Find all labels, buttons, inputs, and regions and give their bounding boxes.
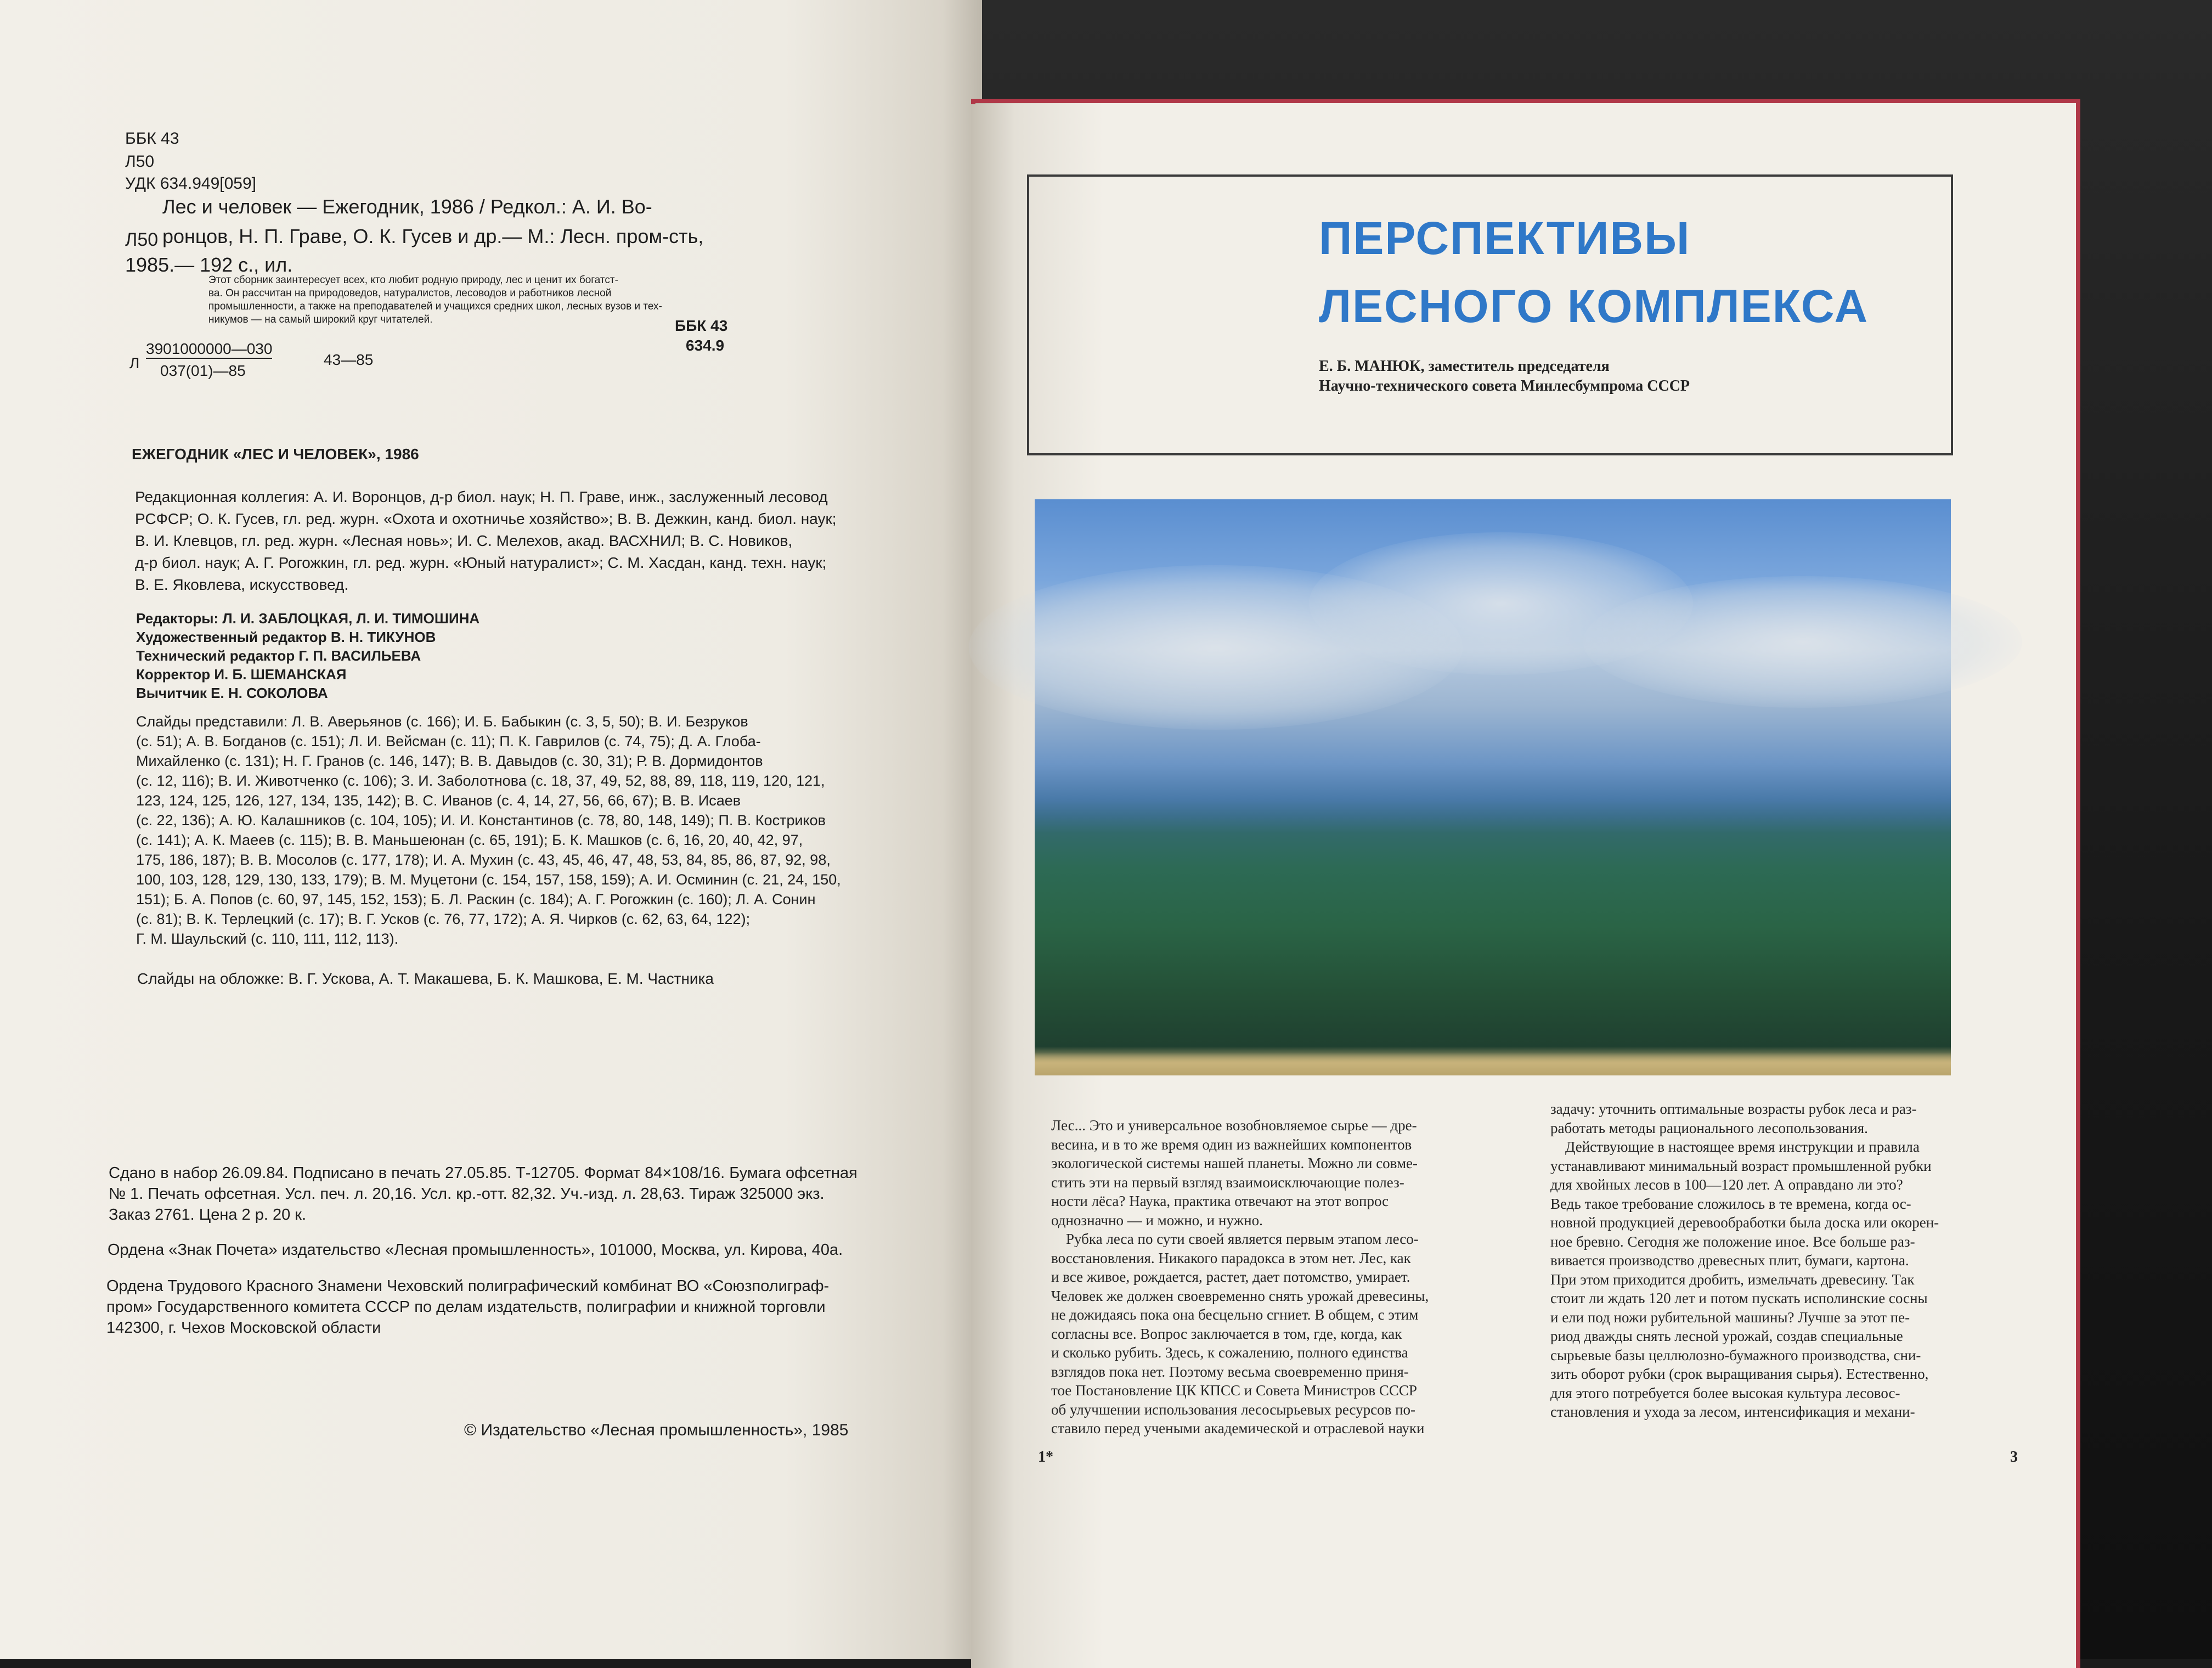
text-line: и сколько рубить. Здесь, к сожалению, полного единства xyxy=(1051,1344,1408,1361)
slides-line-6: (с. 22, 136); А. Ю. Калашников (с. 104, 105); И. И. Константинов (с. 78, 80, 148, 149); П. В. Костриков xyxy=(136,812,826,829)
editors-line-5: Вычитчик Е. Н. СОКОЛОВА xyxy=(136,685,328,701)
text-line: зить оборот рубки (срок выращивания сырья). Естественно, xyxy=(1550,1366,1929,1382)
text-line: для хвойных лесов в 100—120 лет. А оправдано ли это? xyxy=(1550,1176,1903,1193)
article-column-right xyxy=(1550,1100,1939,1422)
author-line-1: Е. Б. МАНЮК, заместитель председателя xyxy=(1319,358,1610,375)
text-line: тое Постановление ЦК КПСС и Совета Министров СССР xyxy=(1051,1382,1417,1399)
slides-line-10: 151); Б. А. Попов (с. 60, 97, 145, 152, 153); Б. Л. Раскин (с. 184); А. Г. Рогожкин (с. 160); Л. А. Сонин xyxy=(136,891,816,908)
code-numerator: 3901000000—030 xyxy=(146,340,272,359)
slides-line-9: 100, 103, 128, 129, 130, 133, 179); В. М. Муцетони (с. 154, 157, 158, 159); А. И. Осминин (с. 21, 24, 150, xyxy=(136,871,841,888)
code-denominator: 037(01)—85 xyxy=(160,362,246,379)
udk-code: УДК 634.949[059] xyxy=(125,174,257,193)
text-line: работать методы рационального лесопользования. xyxy=(1550,1119,1868,1136)
text-line: восстановления. Никакого парадокса в этом нет. Лес, как xyxy=(1051,1249,1411,1266)
annotation-line-3: промышленности, а также на преподавателей и учащихся средних школ, лесных вузов и тех- xyxy=(208,301,662,312)
editors-line-2: Художественный редактор В. Н. ТИКУНОВ xyxy=(136,629,436,645)
yearbook-line: ЕЖЕГОДНИК «ЛЕС И ЧЕЛОВЕК», 1986 xyxy=(132,446,419,463)
text-line: не дожидаясь пока она бесцельно сгниет. В общем, с этим xyxy=(1051,1306,1419,1323)
print-line-3: Заказ 2761. Цена 2 р. 20 к. xyxy=(109,1206,307,1224)
text-line: задачу: уточнить оптимальные возрасты рубок леса и раз- xyxy=(1550,1101,1917,1117)
cloud-shape xyxy=(1583,576,2022,708)
text-line: согласны все. Вопрос заключается в том, где, когда, как xyxy=(1051,1325,1402,1342)
slides-line-3: Михайленко (с. 131); Н. Г. Гранов (с. 146, 147); В. В. Давыдов (с. 30, 31); Р. В. Дормидонтов xyxy=(136,753,763,769)
forest-landscape-photo xyxy=(1035,499,1951,1075)
text-line: и ели под ножи рубительной машины? Лучше за этот пе- xyxy=(1550,1309,1910,1326)
text-line: об улучшении использования лесосырьевых ресурсов по- xyxy=(1051,1401,1416,1418)
signature-mark: 1* xyxy=(1038,1449,1053,1466)
text-line: стить эти на первый взгляд взаимоисключающие полез- xyxy=(1051,1174,1404,1191)
text-line: Человек же должен своевременно снять урожай древесины, xyxy=(1051,1287,1429,1304)
article-column-left xyxy=(1051,1116,1429,1438)
text-line: Рубка леса по сути своей является первым этапом лесо- xyxy=(1051,1231,1419,1247)
editors-line-4: Корректор И. Б. ШЕМАНСКАЯ xyxy=(136,666,347,683)
slides-line-5: 123, 124, 125, 126, 127, 134, 135, 142); В. С. Иванов (с. 4, 14, 27, 56, 66, 67); В. В. Исаев xyxy=(136,792,741,809)
text-line: ности лёса? Наука, практика отвечают на этот вопрос xyxy=(1051,1193,1389,1209)
text-line: Лес... Это и универсальное возобновляемое сырье — дре- xyxy=(1051,1117,1417,1134)
text-line: сырьевые базы целлюлозно-бумажного производства, сни- xyxy=(1550,1346,1921,1363)
slides-line-11: (с. 81); В. К. Терлецкий (с. 17); В. Г. Усков (с. 76, 77, 172); А. Я. Чирков (с. 62, 63, 64, 122); xyxy=(136,911,751,927)
bbk-right-1: ББК 43 xyxy=(675,317,728,334)
biblio-line-1: Лес и человек — Ежегодник, 1986 / Редкол.: А. И. Во- xyxy=(162,195,652,218)
article-title-line-1: ПЕРСПЕКТИВЫ xyxy=(1319,212,1691,264)
board-line-2: РСФСР; О. К. Гусев, гл. ред. журн. «Охота и охотничье хозяйство»; В. В. Дежкин, канд. биол. наук; xyxy=(135,510,837,527)
board-line-4: д-р биол. наук; А. Г. Рогожкин, гл. ред. журн. «Юный натуралист»; С. М. Хасдан, канд. техн. наук; xyxy=(135,554,827,571)
editors-line-3: Технический редактор Г. П. ВАСИЛЬЕВА xyxy=(136,647,421,664)
printer-line-3: 142300, г. Чехов Московской области xyxy=(106,1319,381,1337)
biblio-line-2: ронцов, Н. П. Граве, О. К. Гусев и др.— М.: Лесн. пром-сть, xyxy=(162,225,704,247)
code-prefix: Л xyxy=(129,354,140,371)
text-line: вивается производство древесных плит, бумаги, картона. xyxy=(1550,1252,1909,1269)
copyright-line: © Издательство «Лесная промышленность», 1985 xyxy=(464,1421,849,1439)
text-line: однозначно — и можно, и нужно. xyxy=(1051,1211,1263,1229)
text-line: экологической системы нашей планеты. Можно ли совме- xyxy=(1051,1155,1418,1171)
cover-slides-line: Слайды на обложке: В. Г. Ускова, А. Т. Макашева, Б. К. Машкова, Е. М. Частника xyxy=(137,970,714,987)
annotation-line-2: ва. Он рассчитан на природоведов, натуралистов, лесоводов и работников лесной xyxy=(208,288,612,299)
print-line-2: № 1. Печать офсетная. Усл. печ. л. 20,16. Усл. кр.-отт. 82,32. Уч.-изд. л. 28,63. Тираж 325000 экз. xyxy=(109,1185,825,1203)
text-line: ное бревно. Сегодня же положение иное. Все больше раз- xyxy=(1550,1233,1915,1250)
page-number: 3 xyxy=(2010,1449,2018,1466)
editors-line-1: Редакторы: Л. И. ЗАБЛОЦКАЯ, Л. И. ТИМОШИНА xyxy=(136,610,480,627)
l50-code: Л50 xyxy=(125,153,155,171)
slides-line-1: Слайды представили: Л. В. Аверьянов (с. 166); И. Б. Бабыкин (с. 3, 5, 50); В. И. Безруков xyxy=(136,713,748,730)
annotation-line-1: Этот сборник заинтересует всех, кто любит родную природу, лес и ценит их богатст- xyxy=(208,274,618,286)
text-line: и все живое, рождается, растет, дает потомство, умирает. xyxy=(1051,1269,1410,1285)
board-line-5: В. Е. Яковлева, искусствовед. xyxy=(135,576,349,593)
bbk-right-2: 634.9 xyxy=(686,337,725,354)
text-line: новной продукцией деревообработки была доска или окорен- xyxy=(1550,1214,1939,1231)
text-line: При этом приходится дробить, измельчать древесину. Так xyxy=(1550,1271,1915,1288)
print-line-1: Сдано в набор 26.09.84. Подписано в печать 27.05.85. Т-12705. Формат 84×108/16. Бумага офсетная xyxy=(109,1164,857,1182)
text-line: Ведь такое требование сложилось в те времена, когда ос- xyxy=(1550,1195,1911,1212)
printer-line-1: Ордена Трудового Красного Знамени Чеховский полиграфический комбинат ВО «Союзполиграф- xyxy=(106,1277,830,1295)
board-line-1: Редакционная коллегия: А. И. Воронцов, д-р биол. наук; Н. П. Граве, инж., заслуженный лесовод xyxy=(135,488,828,505)
code-suffix: 43—85 xyxy=(324,351,374,368)
text-line: стоит ли ждать 120 лет и потом пускать исполинские сосны xyxy=(1550,1290,1928,1306)
slides-line-2: (с. 51); А. В. Богданов (с. 151); Л. И. Вейсман (с. 11); П. К. Гаврилов (с. 74, 75); Д. А. Глоба- xyxy=(136,733,761,750)
biblio-line-3: 1985.— 192 с., ил. xyxy=(125,253,293,276)
text-line: взглядов пока нет. Поэтому весьма своевременно приня- xyxy=(1051,1363,1409,1380)
biblio-l50: Л50 xyxy=(125,229,159,250)
text-line: весина, и в то же время один из важнейших компонентов xyxy=(1051,1136,1412,1153)
publisher-line: Ордена «Знак Почета» издательство «Лесная промышленность», 101000, Москва, ул. Кирова, 40а. xyxy=(108,1241,843,1259)
slides-line-12: Г. М. Шаульский (с. 110, 111, 112, 113). xyxy=(136,931,399,947)
board-line-3: В. И. Клевцов, гл. ред. журн. «Лесная новь»; И. С. Мелехов, акад. ВАСХНИЛ; В. С. Новиков, xyxy=(135,532,793,549)
text-line: становления и ухода за лесом, интенсификация и механи- xyxy=(1550,1404,1915,1420)
text-line: ставило перед учеными академической и отраслевой науки xyxy=(1051,1420,1425,1436)
slides-line-7: (с. 141); А. К. Маеев (с. 115); В. В. Маньшеюнан (с. 65, 191); Б. К. Машков (с. 6, 16, 20, 40, 42, 97, xyxy=(136,832,803,848)
text-line: Действующие в настоящее время инструкции и правила xyxy=(1550,1139,1920,1155)
annotation-line-4: никумов — на самый широкий круг читателей. xyxy=(208,314,433,325)
article-title-line-2: ЛЕСНОГО КОМПЛЕКСА xyxy=(1319,280,1869,332)
text-line: устанавливают минимальный возраст промышленной рубки xyxy=(1550,1157,1932,1174)
slides-line-4: (с. 12, 116); В. И. Животченко (с. 106); З. И. Заболотнова (с. 18, 37, 49, 52, 88, 89, 118, 119, 120, 121, xyxy=(136,773,825,789)
text-line: риод дважды снять лесной урожай, создав специальные xyxy=(1550,1328,1903,1344)
bbk-code: ББК 43 xyxy=(125,129,179,148)
text-line: для этого потребуется более высокая культура лесовос- xyxy=(1550,1384,1900,1401)
author-line-2: Научно-технического совета Минлесбумпрома СССР xyxy=(1319,377,1690,395)
slides-line-8: 175, 186, 187); В. В. Мосолов (с. 177, 178); И. А. Мухин (с. 43, 45, 46, 47, 48, 53, 84, 85, 86, 87, 92, 98, xyxy=(136,852,831,868)
printer-line-2: пром» Государственного комитета СССР по делам издательств, полиграфии и книжной торговли xyxy=(106,1298,826,1316)
